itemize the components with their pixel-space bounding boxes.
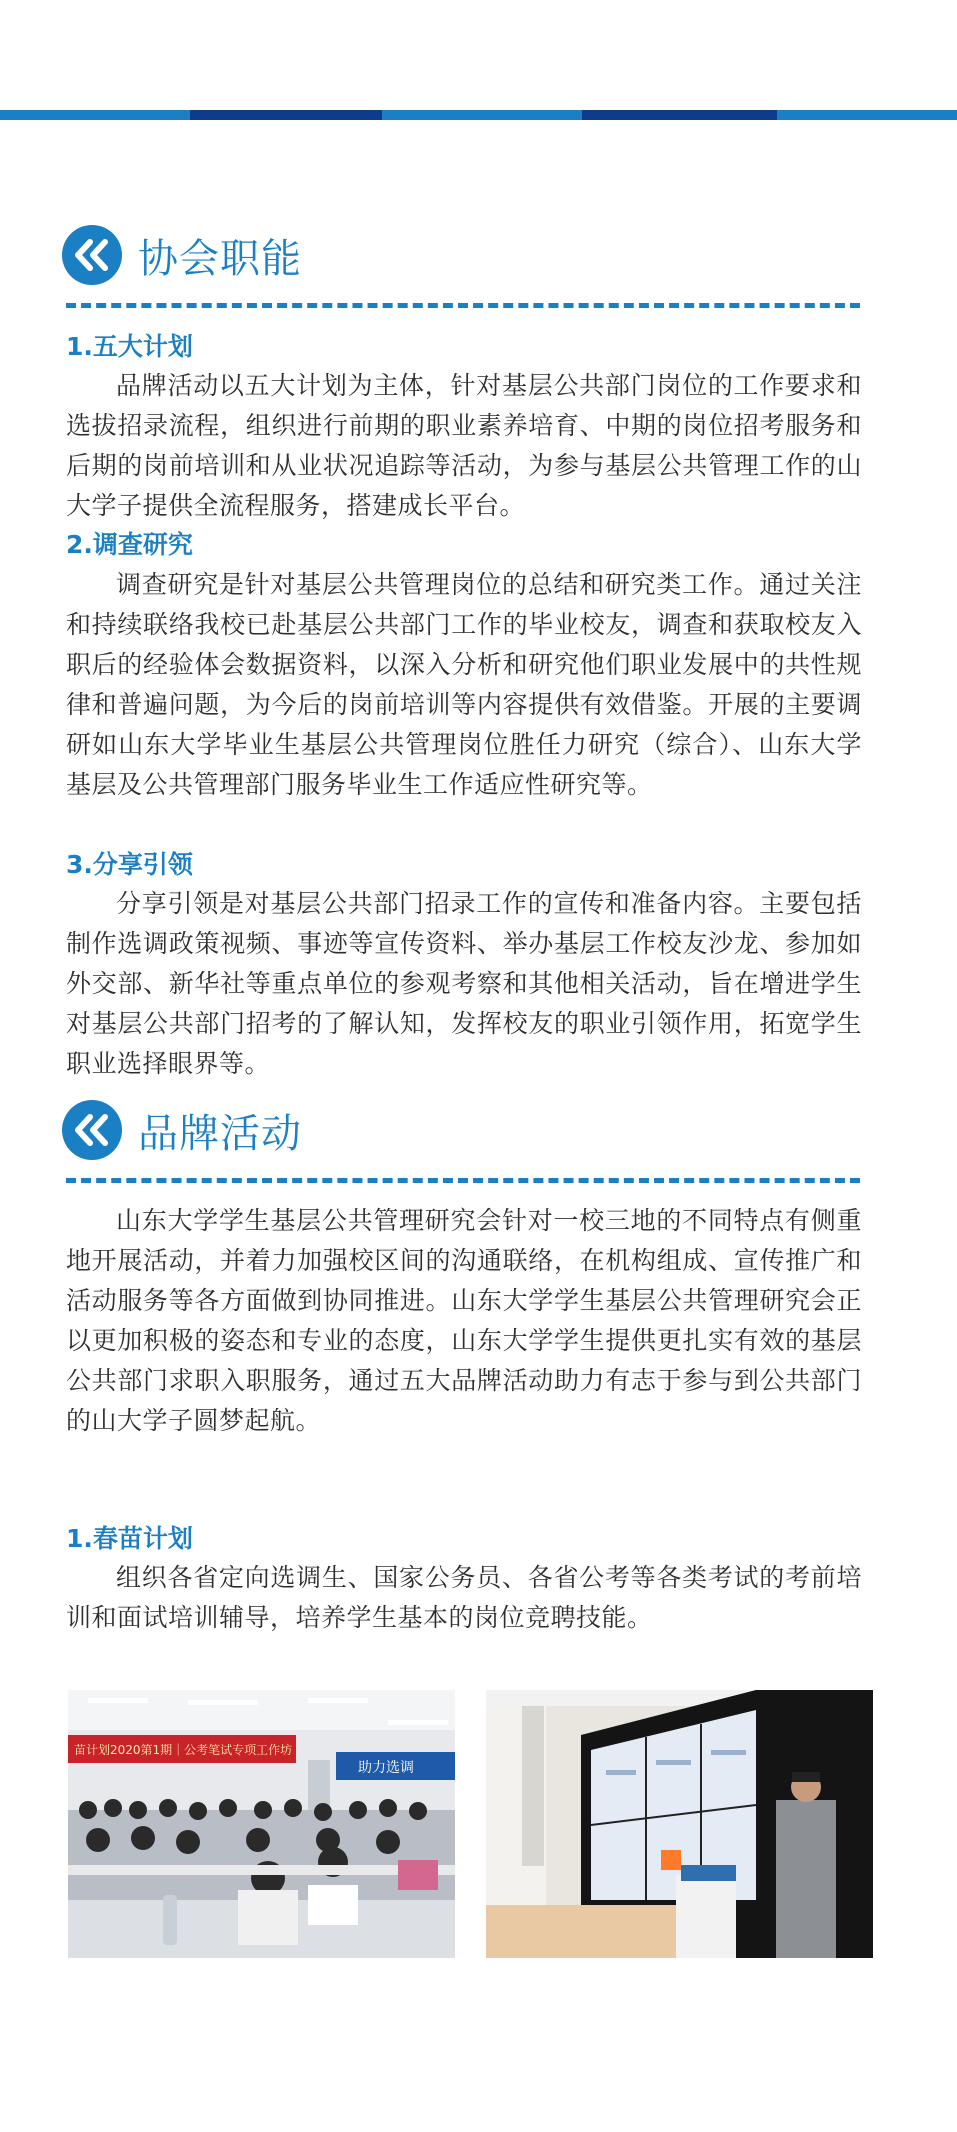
paragraph: 分享引领是对基层公共部门招录工作的宣传和准备内容。主要包括制作选调政策视频、事迹等宣传资料、举办基层工作校友沙龙、参加如外交部、新华社等重点单位的参观考察和其他相关活动，旨在增进学生对基层公共部门招考的了解认知，发挥校友的职业引领作用，拓宽学生职业选择眼界等。 bbox=[66, 889, 862, 1078]
lecture-photo bbox=[486, 1690, 873, 1958]
paragraph: 调查研究是针对基层公共管理岗位的总结和研究类工作。通过关注和持续联络我校已赴基层公共部门工作的毕业校友，调查和获取校友入职后的经验体会数据资料，以深入分析和研究他们职业发展中的共性规律和普遍问题，为今后的岗前培训等内容提供有效借鉴。开展的主要调研如山东大学毕业生基层公共管理岗位胜任力研究（综合）、山东大学基层及公共管理部门服务毕业生工作适应性研究等。 bbox=[66, 570, 862, 799]
double-chevron-left-icon bbox=[62, 1100, 122, 1160]
banner-text: 助力选调 bbox=[358, 1760, 414, 1776]
paragraph: 山东大学学生基层公共管理研究会针对一校三地的不同特点有侧重地开展活动，并着力加强校区间的沟通联络，在机构组成、宣传推广和活动服务等各方面做到协同推进。山东大学学生基层公共管理研究会正以更加积极的姿态和专业的态度，山东大学学生提供更扎实有效的基层公共部门求职入职服务，通过五大品牌活动助力有志于参与到公共部门的山大学子圆梦起航。 bbox=[66, 1206, 862, 1435]
double-chevron-left-icon bbox=[62, 225, 122, 285]
section-header-functions bbox=[62, 220, 862, 290]
subsection-title: 1.五大计划 bbox=[66, 332, 193, 361]
dashed-divider bbox=[66, 303, 860, 308]
subsection-title: 1.春苗计划 bbox=[66, 1524, 193, 1553]
subsection-title: 3.分享引领 bbox=[66, 850, 193, 879]
classroom-photo bbox=[68, 1690, 455, 1958]
paragraph: 组织各省定向选调生、国家公务员、各省公考等各类考试的考前培训和面试培训辅导，培养学生基本的岗位竞聘技能。 bbox=[66, 1563, 862, 1632]
top-divider-bar bbox=[0, 110, 957, 120]
bar-segment bbox=[190, 110, 382, 120]
section-header-brand-activities bbox=[62, 1095, 862, 1165]
dashed-divider bbox=[66, 1178, 860, 1183]
subsection-title: 2.调查研究 bbox=[66, 530, 193, 559]
bar-segment bbox=[777, 110, 957, 120]
section-title: 品牌活动 bbox=[138, 1110, 302, 1157]
bar-segment bbox=[382, 110, 582, 120]
bar-segment bbox=[582, 110, 777, 120]
banner-text: 苗计划2020第1期｜公考笔试专项工作坊 bbox=[74, 1743, 293, 1757]
section-title: 协会职能 bbox=[138, 235, 302, 282]
paragraph: 品牌活动以五大计划为主体，针对基层公共部门岗位的工作要求和选拔招录流程，组织进行前期的职业素养培育、中期的岗位招考服务和后期的岗前培训和从业状况追踪等活动，为参与基层公共管理工作的山大学子提供全流程服务，搭建成长平台。 bbox=[66, 371, 862, 520]
bar-segment bbox=[0, 110, 190, 120]
